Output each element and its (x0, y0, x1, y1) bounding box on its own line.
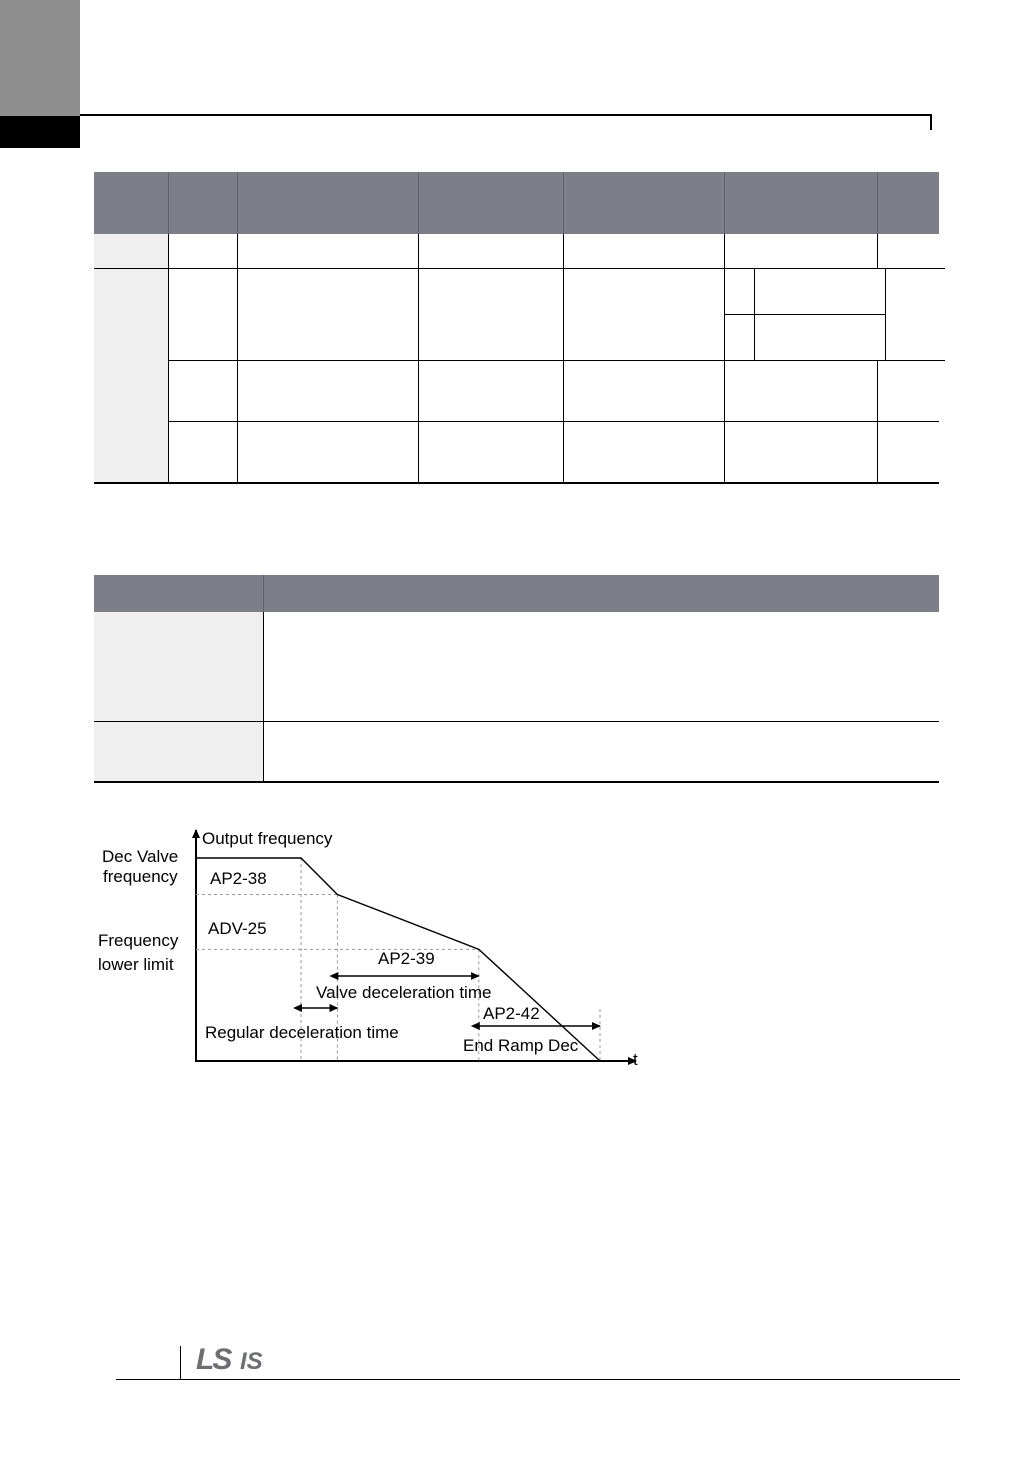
label-cell (94, 721, 263, 782)
param-ap2-39: AP2-39 (378, 949, 435, 968)
label-cell (94, 612, 263, 721)
chapter-tab (0, 0, 80, 116)
table-header-row (94, 575, 939, 612)
dec-valve-label-1: Dec Valve (102, 847, 179, 866)
lower-limit-label-1: Frequency (98, 931, 179, 950)
table-header-row (94, 172, 939, 234)
regular-dec-time-label: Regular deceleration time (205, 1023, 399, 1042)
valve-dec-time-label: Valve deceleration time (316, 983, 492, 1002)
footer-divider (180, 1346, 181, 1379)
x-axis-label: t (633, 1050, 638, 1069)
dec-valve-label-2: frequency (103, 867, 178, 886)
header-rule-end (930, 114, 932, 130)
group-cell (94, 268, 168, 483)
svg-text:LS: LS (196, 1343, 231, 1374)
chapter-tab-marker (0, 116, 80, 148)
param-adv-25: ADV-25 (208, 919, 267, 938)
header-rule (80, 114, 932, 116)
group-cell (94, 234, 168, 268)
y-axis-label: Output frequency (202, 829, 333, 848)
dec-valve-chart (90, 820, 660, 1082)
footer-rule (116, 1379, 960, 1380)
lower-limit-label-2: lower limit (98, 955, 174, 974)
param-ap2-38: AP2-38 (210, 869, 267, 888)
end-ramp-dec-label: End Ramp Dec (463, 1036, 579, 1055)
param-ap2-42: AP2-42 (483, 1004, 540, 1023)
svg-text:IS: IS (240, 1348, 263, 1374)
lsis-logo (196, 1342, 286, 1374)
